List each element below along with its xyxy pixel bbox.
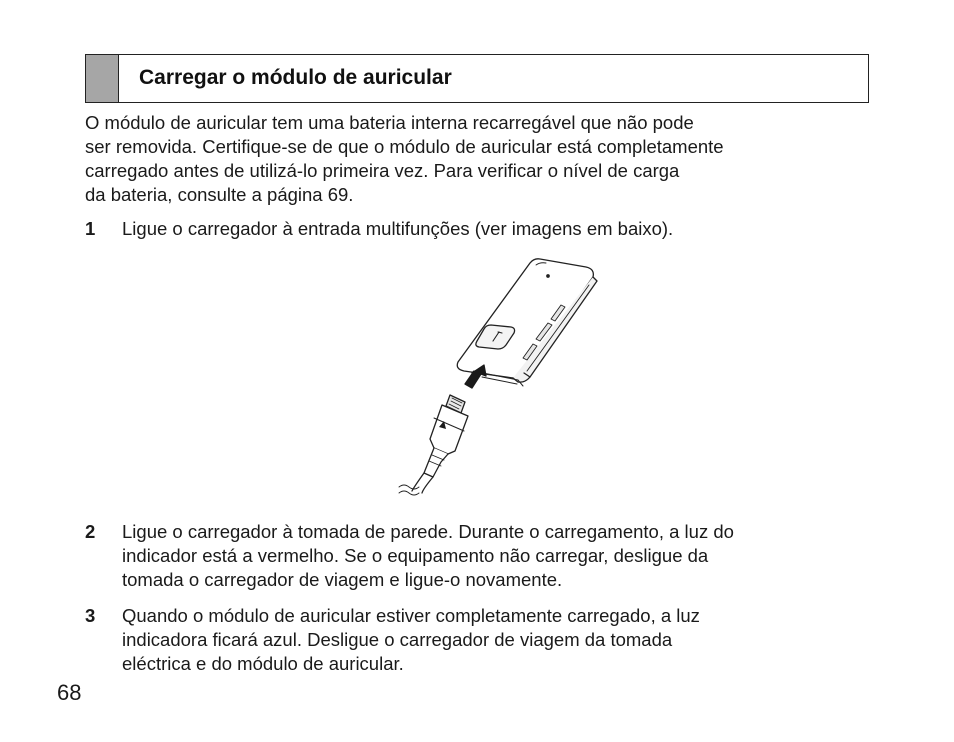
step-line: indicadora ficará azul. Desligue o carregador de viagem da tomada xyxy=(122,629,673,650)
step-text xyxy=(122,217,673,241)
intro-line: O módulo de auricular tem uma bateria interna recarregável que não pode xyxy=(85,112,694,133)
step-number: 1 xyxy=(85,218,96,239)
step-number: 3 xyxy=(85,605,96,626)
page-number: 68 xyxy=(57,680,82,705)
step-line: tomada o carregador de viagem e ligue-o novamente. xyxy=(122,569,563,590)
section-header xyxy=(85,54,869,103)
intro-line: da bateria, consulte a página 69. xyxy=(85,184,354,205)
step-line: Quando o módulo de auricular estiver completamente carregado, a luz xyxy=(122,605,700,626)
step-text xyxy=(122,604,700,676)
step-number: 2 xyxy=(85,521,96,542)
section-title: Carregar o módulo de auricular xyxy=(139,66,452,89)
intro-line: ser removida. Certifique-se de que o módulo de auricular está completamente xyxy=(85,136,724,157)
step-line: indicador está a vermelho. Se o equipamento não carregar, desligue da xyxy=(122,545,709,566)
section-header-tab xyxy=(86,55,119,102)
step-text xyxy=(122,520,734,592)
step-line: Ligue o carregador à tomada de parede. Durante o carregamento, a luz do xyxy=(122,521,734,542)
intro-paragraph xyxy=(85,111,875,207)
step-line: Ligue o carregador à entrada multifunções (ver imagens em baixo). xyxy=(122,218,674,239)
step-line: eléctrica e do módulo de auricular. xyxy=(122,653,404,674)
intro-line: carregado antes de utilizá-lo primeira vez. Para verificar o nível de carga xyxy=(85,160,680,181)
charger-connection-illustration xyxy=(390,255,610,500)
